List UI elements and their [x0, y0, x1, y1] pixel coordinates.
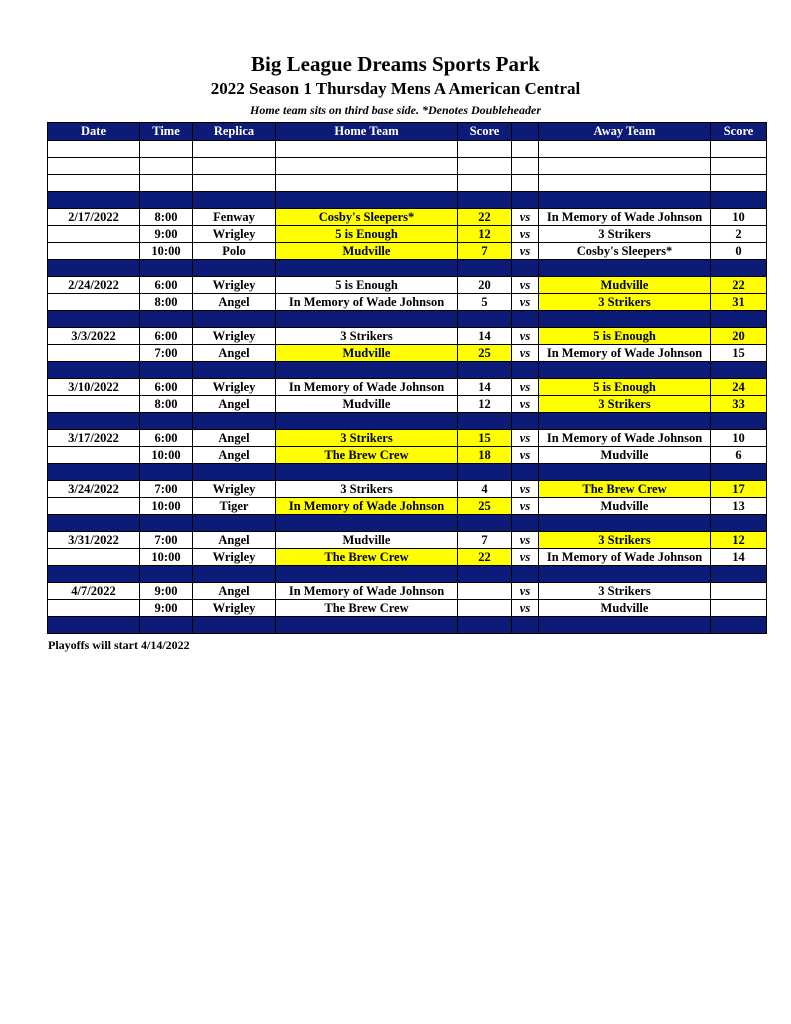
blank-cell — [276, 141, 458, 158]
blank-cell — [711, 141, 767, 158]
separator-cell — [458, 311, 512, 328]
home-team: 3 Strikers — [276, 328, 458, 345]
blank-cell — [458, 175, 512, 192]
separator-cell — [711, 566, 767, 583]
game-field: Wrigley — [193, 226, 276, 243]
home-score: 15 — [458, 430, 512, 447]
separator-cell — [458, 515, 512, 532]
separator-cell — [539, 617, 711, 634]
vs-label: vs — [512, 226, 539, 243]
vs-label: vs — [512, 549, 539, 566]
home-team: The Brew Crew — [276, 447, 458, 464]
separator-cell — [193, 192, 276, 209]
game-time: 8:00 — [140, 294, 193, 311]
home-team: The Brew Crew — [276, 600, 458, 617]
separator-cell — [48, 464, 140, 481]
separator-cell — [539, 464, 711, 481]
game-date — [48, 549, 140, 566]
game-row — [48, 328, 767, 345]
week-separator — [48, 464, 767, 481]
vs-label: vs — [512, 379, 539, 396]
game-time: 6:00 — [140, 379, 193, 396]
game-time: 6:00 — [140, 328, 193, 345]
col-home-team: Home Team — [276, 123, 458, 141]
game-date: 3/31/2022 — [48, 532, 140, 549]
separator-cell — [140, 362, 193, 379]
separator-cell — [711, 515, 767, 532]
separator-cell — [512, 260, 539, 277]
separator-cell — [276, 566, 458, 583]
game-field: Angel — [193, 396, 276, 413]
separator-cell — [276, 464, 458, 481]
game-date: 3/17/2022 — [48, 430, 140, 447]
game-date — [48, 226, 140, 243]
separator-cell — [140, 566, 193, 583]
playoffs-note: Playoffs will start 4/14/2022 — [48, 638, 190, 652]
home-team: Cosby's Sleepers* — [276, 209, 458, 226]
separator-cell — [539, 566, 711, 583]
home-score — [458, 583, 512, 600]
away-team: In Memory of Wade Johnson — [539, 345, 711, 362]
separator-cell — [140, 413, 193, 430]
week-separator — [48, 311, 767, 328]
away-team: Cosby's Sleepers* — [539, 243, 711, 260]
home-score: 25 — [458, 345, 512, 362]
away-team: 5 is Enough — [539, 379, 711, 396]
blank-cell — [193, 158, 276, 175]
blank-cell — [512, 175, 539, 192]
blank-row — [48, 175, 767, 192]
col-time: Time — [140, 123, 193, 141]
separator-cell — [458, 260, 512, 277]
game-time: 9:00 — [140, 583, 193, 600]
col-home-score: Score — [458, 123, 512, 141]
away-score — [711, 600, 767, 617]
game-date — [48, 498, 140, 515]
home-team: 5 is Enough — [276, 277, 458, 294]
vs-label: vs — [512, 430, 539, 447]
away-team: In Memory of Wade Johnson — [539, 549, 711, 566]
week-separator — [48, 192, 767, 209]
game-row — [48, 277, 767, 294]
game-row — [48, 226, 767, 243]
game-field: Polo — [193, 243, 276, 260]
away-team: The Brew Crew — [539, 481, 711, 498]
separator-cell — [193, 413, 276, 430]
separator-cell — [512, 464, 539, 481]
game-field: Angel — [193, 294, 276, 311]
home-score: 22 — [458, 549, 512, 566]
blank-cell — [48, 158, 140, 175]
game-date — [48, 396, 140, 413]
game-field: Wrigley — [193, 379, 276, 396]
game-date: 3/3/2022 — [48, 328, 140, 345]
separator-cell — [193, 464, 276, 481]
vs-label: vs — [512, 447, 539, 464]
separator-cell — [193, 311, 276, 328]
game-time: 8:00 — [140, 396, 193, 413]
separator-cell — [539, 192, 711, 209]
game-time: 10:00 — [140, 243, 193, 260]
blank-cell — [539, 141, 711, 158]
separator-cell — [140, 617, 193, 634]
separator-cell — [512, 362, 539, 379]
away-team: 5 is Enough — [539, 328, 711, 345]
game-time: 8:00 — [140, 209, 193, 226]
home-score: 7 — [458, 243, 512, 260]
vs-label: vs — [512, 345, 539, 362]
away-score: 10 — [711, 430, 767, 447]
home-score: 5 — [458, 294, 512, 311]
separator-cell — [711, 362, 767, 379]
separator-cell — [458, 413, 512, 430]
game-time: 9:00 — [140, 226, 193, 243]
home-score: 14 — [458, 328, 512, 345]
game-row — [48, 498, 767, 515]
game-field: Wrigley — [193, 277, 276, 294]
away-score: 10 — [711, 209, 767, 226]
home-score: 22 — [458, 209, 512, 226]
away-team: 3 Strikers — [539, 396, 711, 413]
game-time: 6:00 — [140, 277, 193, 294]
away-score: 24 — [711, 379, 767, 396]
away-score: 17 — [711, 481, 767, 498]
week-separator — [48, 617, 767, 634]
separator-cell — [711, 260, 767, 277]
col-away-team: Away Team — [539, 123, 711, 141]
separator-cell — [193, 260, 276, 277]
away-team: 3 Strikers — [539, 294, 711, 311]
away-team: In Memory of Wade Johnson — [539, 209, 711, 226]
game-field: Angel — [193, 345, 276, 362]
home-score — [458, 600, 512, 617]
week-separator — [48, 362, 767, 379]
separator-cell — [276, 311, 458, 328]
game-row — [48, 345, 767, 362]
game-row — [48, 532, 767, 549]
week-separator — [48, 566, 767, 583]
separator-cell — [276, 260, 458, 277]
separator-cell — [140, 260, 193, 277]
home-score: 7 — [458, 532, 512, 549]
vs-label: vs — [512, 277, 539, 294]
col-vs — [512, 123, 539, 141]
week-separator — [48, 413, 767, 430]
game-field: Wrigley — [193, 600, 276, 617]
game-row — [48, 447, 767, 464]
game-date: 2/24/2022 — [48, 277, 140, 294]
away-team: Mudville — [539, 600, 711, 617]
separator-cell — [276, 192, 458, 209]
game-time: 6:00 — [140, 430, 193, 447]
vs-label: vs — [512, 396, 539, 413]
home-score: 25 — [458, 498, 512, 515]
home-score: 12 — [458, 396, 512, 413]
game-row — [48, 430, 767, 447]
game-date — [48, 345, 140, 362]
separator-cell — [193, 515, 276, 532]
vs-label: vs — [512, 532, 539, 549]
vs-label: vs — [512, 243, 539, 260]
game-row — [48, 583, 767, 600]
game-field: Angel — [193, 532, 276, 549]
game-row — [48, 549, 767, 566]
away-score — [711, 583, 767, 600]
away-team: 3 Strikers — [539, 532, 711, 549]
game-row — [48, 396, 767, 413]
separator-cell — [48, 311, 140, 328]
separator-cell — [140, 192, 193, 209]
blank-cell — [48, 175, 140, 192]
separator-cell — [711, 413, 767, 430]
home-team: Mudville — [276, 532, 458, 549]
home-team: Mudville — [276, 396, 458, 413]
separator-cell — [512, 515, 539, 532]
col-date: Date — [48, 123, 140, 141]
home-team: In Memory of Wade Johnson — [276, 498, 458, 515]
separator-cell — [276, 617, 458, 634]
away-team: 3 Strikers — [539, 583, 711, 600]
blank-cell — [276, 175, 458, 192]
separator-cell — [48, 515, 140, 532]
separator-cell — [512, 413, 539, 430]
game-time: 7:00 — [140, 345, 193, 362]
away-score: 2 — [711, 226, 767, 243]
away-score: 33 — [711, 396, 767, 413]
separator-cell — [193, 362, 276, 379]
game-time: 9:00 — [140, 600, 193, 617]
page-subtitle: 2022 Season 1 Thursday Mens A American Central — [210, 79, 581, 98]
vs-label: vs — [512, 583, 539, 600]
header-row — [48, 123, 767, 141]
vs-label: vs — [512, 498, 539, 515]
separator-cell — [539, 515, 711, 532]
blank-cell — [711, 175, 767, 192]
vs-label: vs — [512, 294, 539, 311]
away-team: 3 Strikers — [539, 226, 711, 243]
separator-cell — [458, 566, 512, 583]
game-field: Wrigley — [193, 549, 276, 566]
blank-cell — [140, 141, 193, 158]
blank-cell — [140, 175, 193, 192]
vs-label: vs — [512, 600, 539, 617]
game-date: 3/24/2022 — [48, 481, 140, 498]
game-time: 10:00 — [140, 549, 193, 566]
blank-cell — [48, 141, 140, 158]
home-team: Mudville — [276, 345, 458, 362]
blank-cell — [276, 158, 458, 175]
game-time: 10:00 — [140, 498, 193, 515]
game-row — [48, 481, 767, 498]
blank-cell — [458, 141, 512, 158]
away-team: In Memory of Wade Johnson — [539, 430, 711, 447]
home-team: Mudville — [276, 243, 458, 260]
blank-cell — [140, 158, 193, 175]
home-team: In Memory of Wade Johnson — [276, 294, 458, 311]
game-date: 2/17/2022 — [48, 209, 140, 226]
separator-cell — [193, 566, 276, 583]
week-separator — [48, 260, 767, 277]
game-field: Wrigley — [193, 481, 276, 498]
game-date — [48, 294, 140, 311]
game-date — [48, 600, 140, 617]
home-score: 12 — [458, 226, 512, 243]
game-date — [48, 447, 140, 464]
home-score: 14 — [458, 379, 512, 396]
separator-cell — [711, 192, 767, 209]
separator-cell — [539, 362, 711, 379]
home-team: The Brew Crew — [276, 549, 458, 566]
separator-cell — [193, 617, 276, 634]
game-row — [48, 243, 767, 260]
separator-cell — [48, 566, 140, 583]
blank-cell — [539, 158, 711, 175]
separator-cell — [48, 192, 140, 209]
game-time: 7:00 — [140, 532, 193, 549]
separator-cell — [711, 464, 767, 481]
away-score: 20 — [711, 328, 767, 345]
away-team: Mudville — [539, 277, 711, 294]
separator-cell — [276, 413, 458, 430]
home-team: 3 Strikers — [276, 430, 458, 447]
separator-cell — [539, 260, 711, 277]
separator-cell — [539, 311, 711, 328]
col-away-score: Score — [711, 123, 767, 141]
separator-cell — [48, 617, 140, 634]
separator-cell — [458, 362, 512, 379]
game-date: 4/7/2022 — [48, 583, 140, 600]
blank-cell — [193, 175, 276, 192]
vs-label: vs — [512, 328, 539, 345]
away-score: 31 — [711, 294, 767, 311]
schedule-table — [47, 122, 767, 634]
game-field: Fenway — [193, 209, 276, 226]
separator-cell — [512, 311, 539, 328]
separator-cell — [48, 413, 140, 430]
blank-cell — [193, 141, 276, 158]
page-title: Big League Dreams Sports Park — [251, 52, 540, 76]
separator-cell — [512, 617, 539, 634]
game-row — [48, 379, 767, 396]
separator-cell — [512, 192, 539, 209]
game-row — [48, 600, 767, 617]
game-field: Wrigley — [193, 328, 276, 345]
away-score: 0 — [711, 243, 767, 260]
home-score: 4 — [458, 481, 512, 498]
separator-cell — [140, 311, 193, 328]
schedule-body — [48, 141, 767, 634]
away-score: 13 — [711, 498, 767, 515]
blank-cell — [512, 141, 539, 158]
game-field: Angel — [193, 583, 276, 600]
separator-cell — [711, 617, 767, 634]
blank-cell — [711, 158, 767, 175]
game-time: 7:00 — [140, 481, 193, 498]
separator-cell — [48, 362, 140, 379]
separator-cell — [48, 260, 140, 277]
separator-cell — [458, 464, 512, 481]
blank-cell — [512, 158, 539, 175]
separator-cell — [140, 515, 193, 532]
separator-cell — [711, 311, 767, 328]
schedule-note: Home team sits on third base side. *Denotes Doubleheader — [250, 103, 541, 117]
game-time: 10:00 — [140, 447, 193, 464]
vs-label: vs — [512, 209, 539, 226]
separator-cell — [512, 566, 539, 583]
home-score: 18 — [458, 447, 512, 464]
away-score: 22 — [711, 277, 767, 294]
away-team: Mudville — [539, 498, 711, 515]
blank-cell — [539, 175, 711, 192]
home-team: 5 is Enough — [276, 226, 458, 243]
home-score: 20 — [458, 277, 512, 294]
game-field: Angel — [193, 430, 276, 447]
game-date — [48, 243, 140, 260]
game-row — [48, 294, 767, 311]
separator-cell — [458, 192, 512, 209]
away-team: Mudville — [539, 447, 711, 464]
separator-cell — [276, 362, 458, 379]
vs-label: vs — [512, 481, 539, 498]
home-team: In Memory of Wade Johnson — [276, 379, 458, 396]
separator-cell — [276, 515, 458, 532]
game-row — [48, 209, 767, 226]
game-field: Tiger — [193, 498, 276, 515]
blank-row — [48, 141, 767, 158]
away-score: 12 — [711, 532, 767, 549]
game-field: Angel — [193, 447, 276, 464]
separator-cell — [140, 464, 193, 481]
home-team: In Memory of Wade Johnson — [276, 583, 458, 600]
separator-cell — [539, 413, 711, 430]
away-score: 14 — [711, 549, 767, 566]
separator-cell — [458, 617, 512, 634]
home-team: 3 Strikers — [276, 481, 458, 498]
blank-cell — [458, 158, 512, 175]
game-date: 3/10/2022 — [48, 379, 140, 396]
blank-row — [48, 158, 767, 175]
col-replica: Replica — [193, 123, 276, 141]
week-separator — [48, 515, 767, 532]
away-score: 6 — [711, 447, 767, 464]
away-score: 15 — [711, 345, 767, 362]
